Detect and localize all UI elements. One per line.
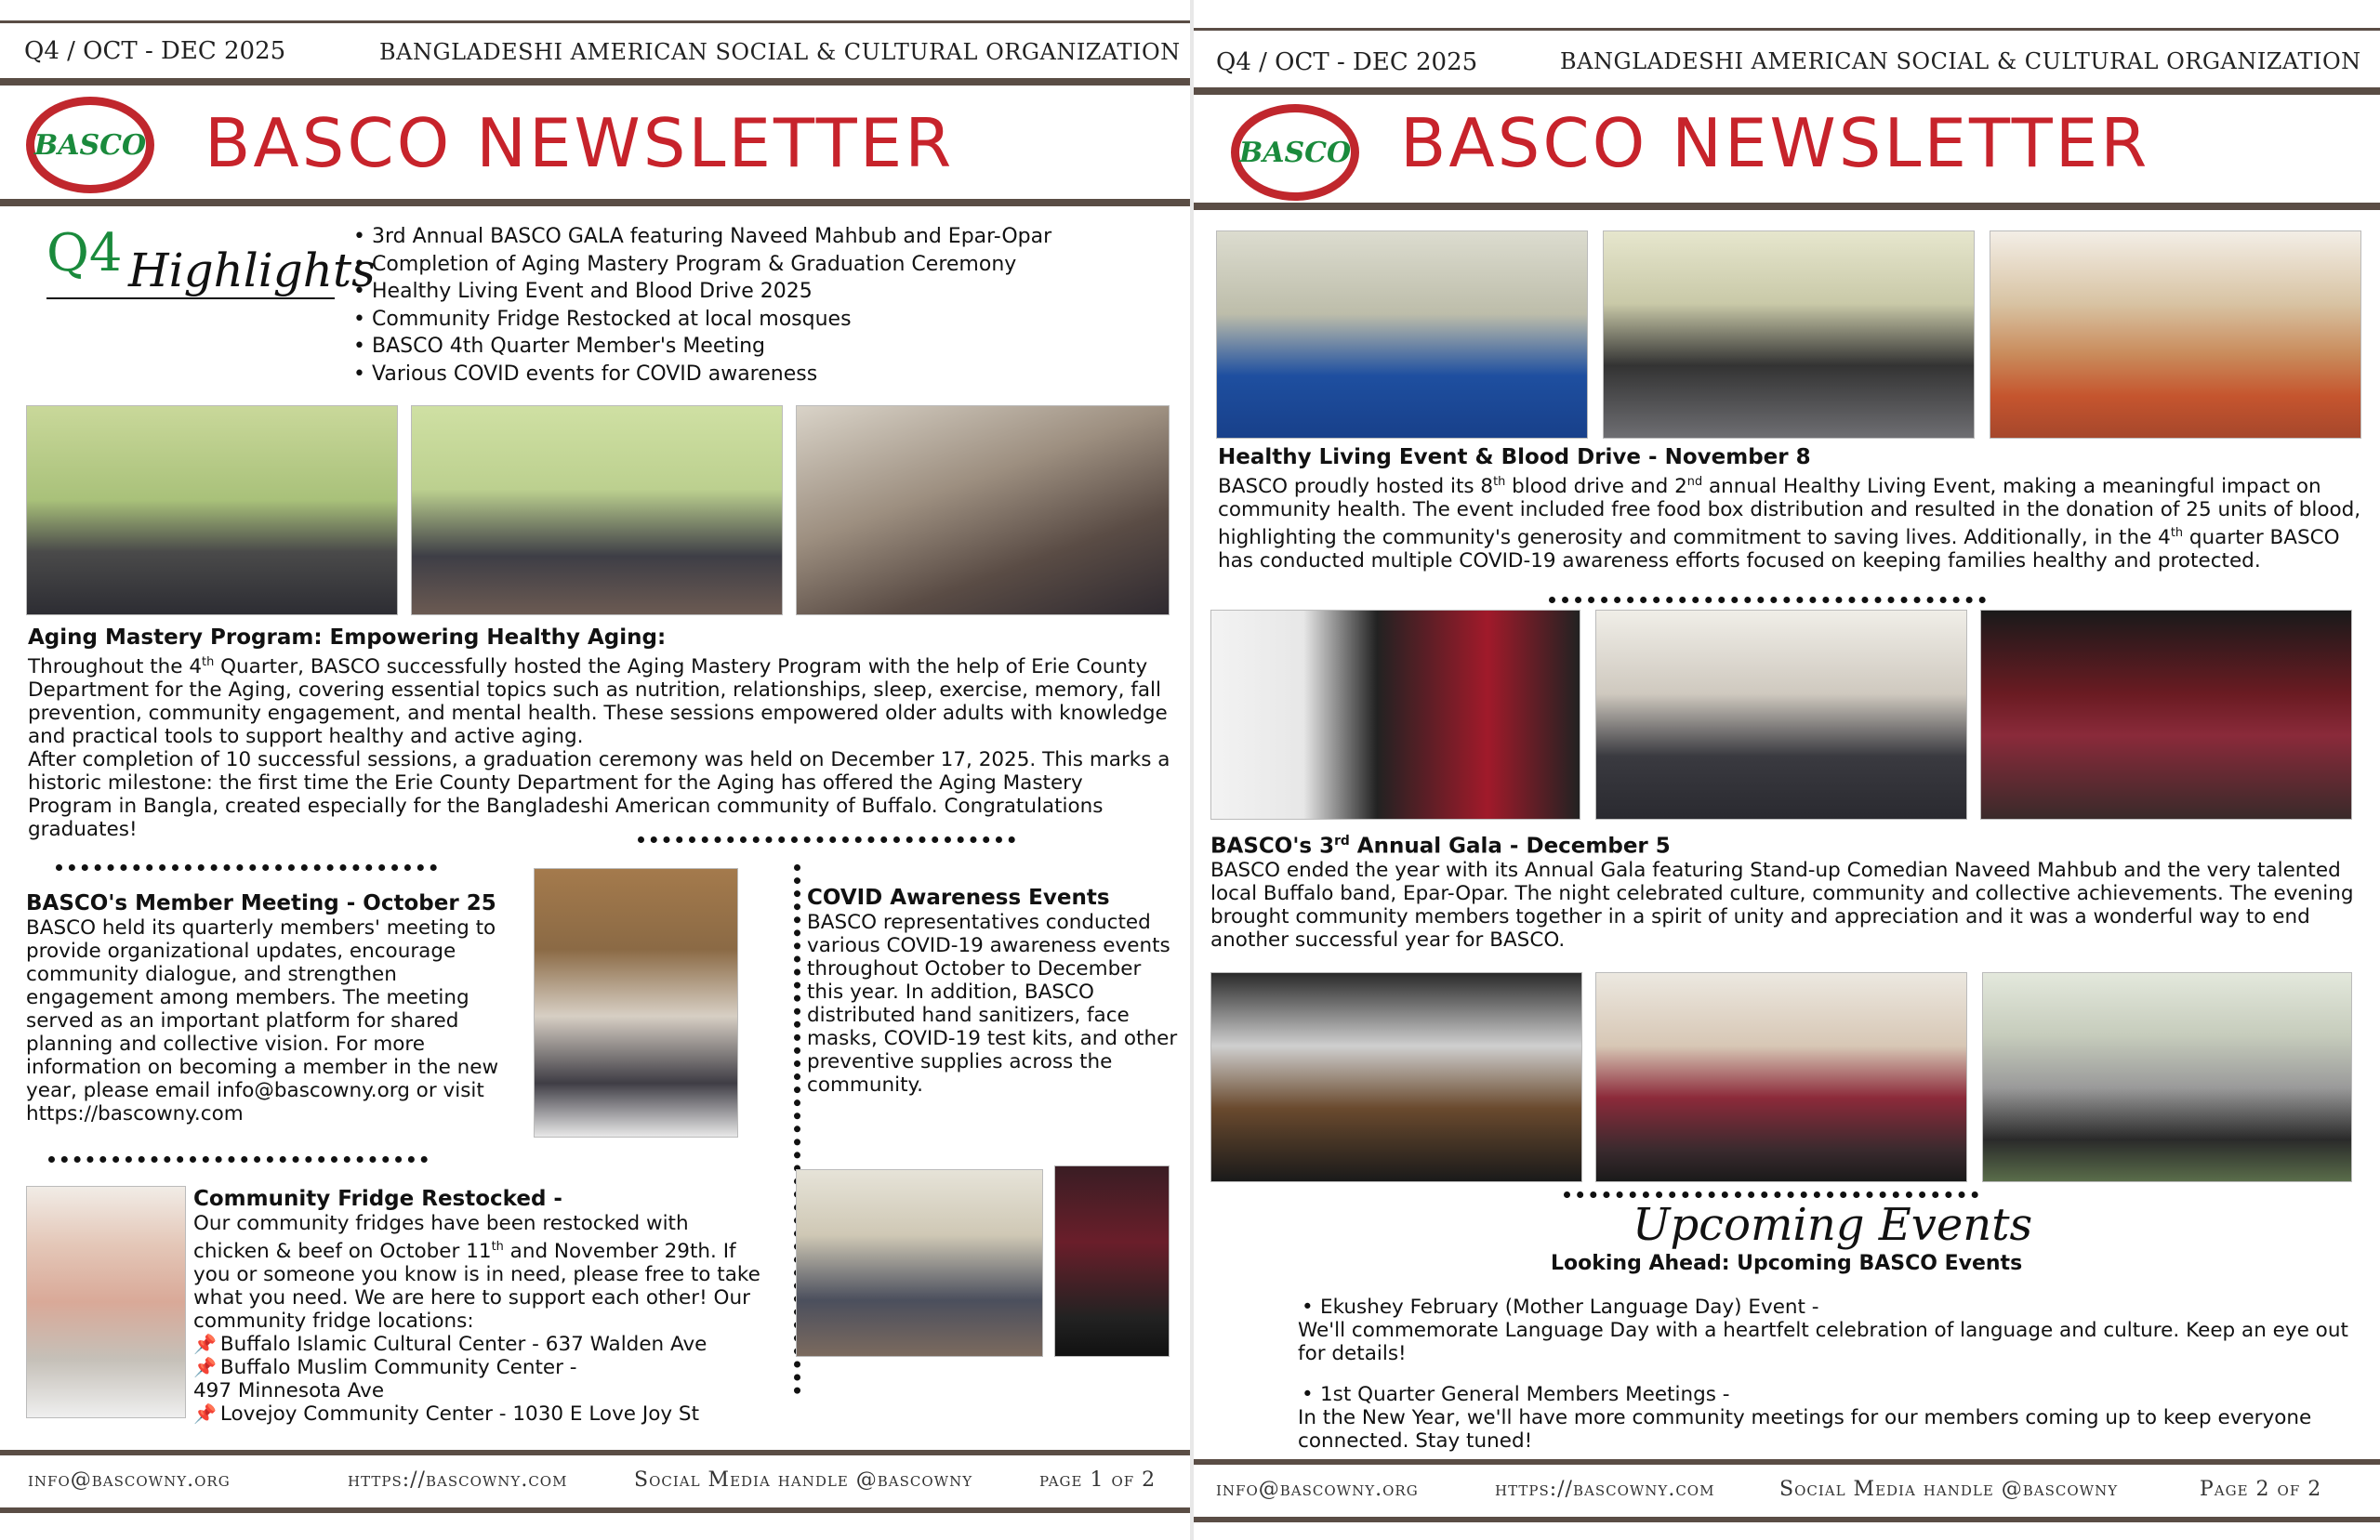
aging-body: Throughout the 4th Quarter, BASCO successfully hosted the Aging Mastery Program with the help of Erie County Department for the Aging, covering essential topics such as nutrition, relationships, sleep, exercise, memory, fall prevention, community engagement, and mental health. These sessions empowered older adults with knowledge and practical tools to support healthy and active aging. After completion of 10 successful sessions, a graduation ceremony was held on December 17, 2025. This marks a historic milestone: the first time the Erie County Department for the Aging has offered the Aging Mastery Program in Bangla, created especially for the Bangladeshi American community of Buffalo. Congratulations graduates! (28, 655, 1170, 842)
fridge-location: 📌 Lovejoy Community Center - 1030 E Love Joy St (193, 1402, 699, 1427)
header-rule-bottom (0, 199, 1190, 206)
pin-icon: 📌 (193, 1402, 217, 1426)
org-name: BANGLADESHI AMERICAN SOCIAL & CULTURAL ORGANIZATION (1560, 48, 2361, 74)
upcoming-item: • 1st Quarter General Members Meetings - In the New Year, we'll have more community meetings for our members coming up to keep everyone connected. Stay tuned! (1298, 1383, 2312, 1453)
header-rule-top (0, 20, 1190, 23)
gala-balloons-photo (1982, 972, 2352, 1182)
pin-icon: 📌 (193, 1333, 217, 1356)
divider-dots (48, 1156, 428, 1163)
highlights-list (350, 223, 1112, 388)
divider-dots (638, 836, 1015, 843)
upcoming-item: • Ekushey February (Mother Language Day) Event - We'll commemorate Language Day with a heartfelt celebration of language and culture. Keep an eye out for details! (1298, 1296, 2348, 1365)
fridge-body: Our community fridges have been restocked with chicken & beef on October 11th and November 29th. If you or someone you know is in need, please free to take what you need. We are here to support each other! Our community fridge locations: 📌 Buffalo Islamic Cultural Center - 637 Walden Ave 📌 Buffalo Muslim Community Center - 497 Minnesota Ave 📌 Lovejoy Community Center - 1030 E Love Joy St (193, 1212, 770, 1426)
highlight-item: • Healthy Living Event and Blood Drive 2025 (350, 278, 1112, 306)
gala-band-photo (1980, 610, 2352, 820)
gala-desserts-photo (1210, 972, 1582, 1182)
highlight-item: • Community Fridge Restocked at local mosques (350, 306, 1112, 334)
highlight-item: • BASCO 4th Quarter Member's Meeting (350, 333, 1112, 361)
highlight-item: • Completion of Aging Mastery Program & Graduation Ceremony (350, 251, 1112, 279)
footer-rule (0, 1450, 1190, 1455)
header-rule-bottom (1194, 203, 2380, 210)
fridge-location: 📌 Buffalo Muslim Community Center - (193, 1356, 577, 1380)
footer-email[interactable]: info@bascowny.org (28, 1468, 231, 1492)
footer-page-number: Page 2 of 2 (2200, 1478, 2322, 1501)
footer-rule-bottom (1194, 1517, 2380, 1522)
gala-title: BASCO's 3rd Annual Gala - December 5 (1210, 834, 1671, 859)
pin-icon: 📌 (193, 1356, 217, 1379)
footer-rule-bottom (0, 1507, 1190, 1513)
footer-social-handle: Social Media handle @bascowny (1779, 1478, 2119, 1501)
highlights-script-title: Highlights (128, 244, 376, 297)
header-rule-top (1194, 28, 2380, 31)
highlight-item: • 3rd Annual BASCO GALA featuring Naveed Mahbub and Epar-Opar (350, 223, 1112, 251)
upcoming-subtitle: Looking Ahead: Upcoming BASCO Events (1551, 1252, 2023, 1275)
footer-website[interactable]: https://bascowny.com (348, 1468, 568, 1492)
upcoming-script-title: Upcoming Events (1633, 1199, 2033, 1251)
aging-title: Aging Mastery Program: Empowering Healthy Aging: (28, 625, 667, 650)
graduates-photo-1 (26, 405, 398, 615)
fridge-location: 📌 Buffalo Islamic Cultural Center - 637 Walden Ave (193, 1333, 707, 1357)
newsletter-page-2 (1190, 0, 2380, 1540)
member-meeting-photo (534, 868, 738, 1138)
footer-page-number: page 1 of 2 (1039, 1468, 1157, 1492)
fridge-title: Community Fridge Restocked - (193, 1187, 562, 1211)
member-meeting-title: BASCO's Member Meeting - October 25 (26, 891, 496, 915)
fridge-photo (26, 1186, 186, 1418)
highlights-underline (46, 297, 335, 299)
highlights-q: Q4 (46, 223, 123, 283)
quarter-label: Q4 / OCT - DEC 2025 (1216, 48, 1478, 76)
divider-dots (1549, 597, 1986, 603)
basco-logo: BASCO (1231, 104, 1359, 201)
header-rule (1194, 87, 2380, 95)
graduates-photo-2 (411, 405, 783, 615)
footer-email[interactable]: info@bascowny.org (1216, 1478, 1419, 1501)
header-rule (0, 78, 1190, 86)
food-box-photo (1990, 230, 2361, 439)
gala-stage-photo (1595, 972, 1967, 1182)
gala-speakers-photo (1595, 610, 1967, 820)
covid-body: BASCO representatives conducted various COVID-19 awareness events throughout October to December this year. In addition, BASCO distributed hand sanitizers, face masks, COVID-19 test kits, and other preventive supplies across the community. (807, 911, 1178, 1097)
org-name: BANGLADESHI AMERICAN SOCIAL & CULTURAL ORGANIZATION (379, 39, 1181, 65)
healthy-living-body: BASCO proudly hosted its 8th blood drive and 2nd annual Healthy Living Event, making a meaningful impact on community health. The event included free food box distribution and resulted in the donation of 25 units of blood, highlighting the community's generosity and commitment to saving lives. Additionally, in the 4th quarter BASCO has conducted multiple COVID-19 awareness efforts focused on keeping families healthy and protected. (1218, 475, 2361, 573)
gala-body: BASCO ended the year with its Annual Gala featuring Stand-up Comedian Naveed Mahbub and the very talented local Buffalo band, Epar-Opar. The night celebrated culture, community and collective achievements. The evening brought community members together in a spirit of unity and appreciation and it was a wonderful way to end another successful year for BASCO. (1210, 859, 2354, 952)
footer-social-handle: Social Media handle @bascowny (634, 1468, 973, 1492)
member-meeting-body: BASCO held its quarterly members' meeting to provide organizational updates, encourage community dialogue, and strengthen engagement among members. The meeting served as an important platform for shared planning and collective vision. For more information on becoming a member in the new year, please email info@bascowny.org or visit https://bascowny.com (26, 916, 499, 1125)
blood-drive-photo (1603, 230, 1975, 439)
gala-comedian-photo (1210, 610, 1580, 820)
footer-website[interactable]: https://bascowny.com (1495, 1478, 1715, 1501)
newsletter-title: BASCO NEWSLETTER (1400, 104, 2150, 182)
covid-event-photo-2 (1054, 1165, 1170, 1357)
newsletter-title: BASCO NEWSLETTER (205, 104, 955, 182)
footer-rule (1194, 1459, 2380, 1465)
healthy-living-title: Healthy Living Event & Blood Drive - November 8 (1218, 445, 1811, 469)
highlight-item: • Various COVID events for COVID awareness (350, 361, 1112, 388)
covid-title: COVID Awareness Events (807, 886, 1110, 910)
basco-logo: BASCO (26, 97, 154, 193)
quarter-label: Q4 / OCT - DEC 2025 (24, 37, 286, 65)
divider-dots (56, 864, 437, 871)
dinner-photo (796, 405, 1170, 615)
divider-dots (1564, 1191, 1978, 1198)
healthy-living-photo-1 (1216, 230, 1588, 439)
covid-event-photo-1 (796, 1169, 1043, 1357)
